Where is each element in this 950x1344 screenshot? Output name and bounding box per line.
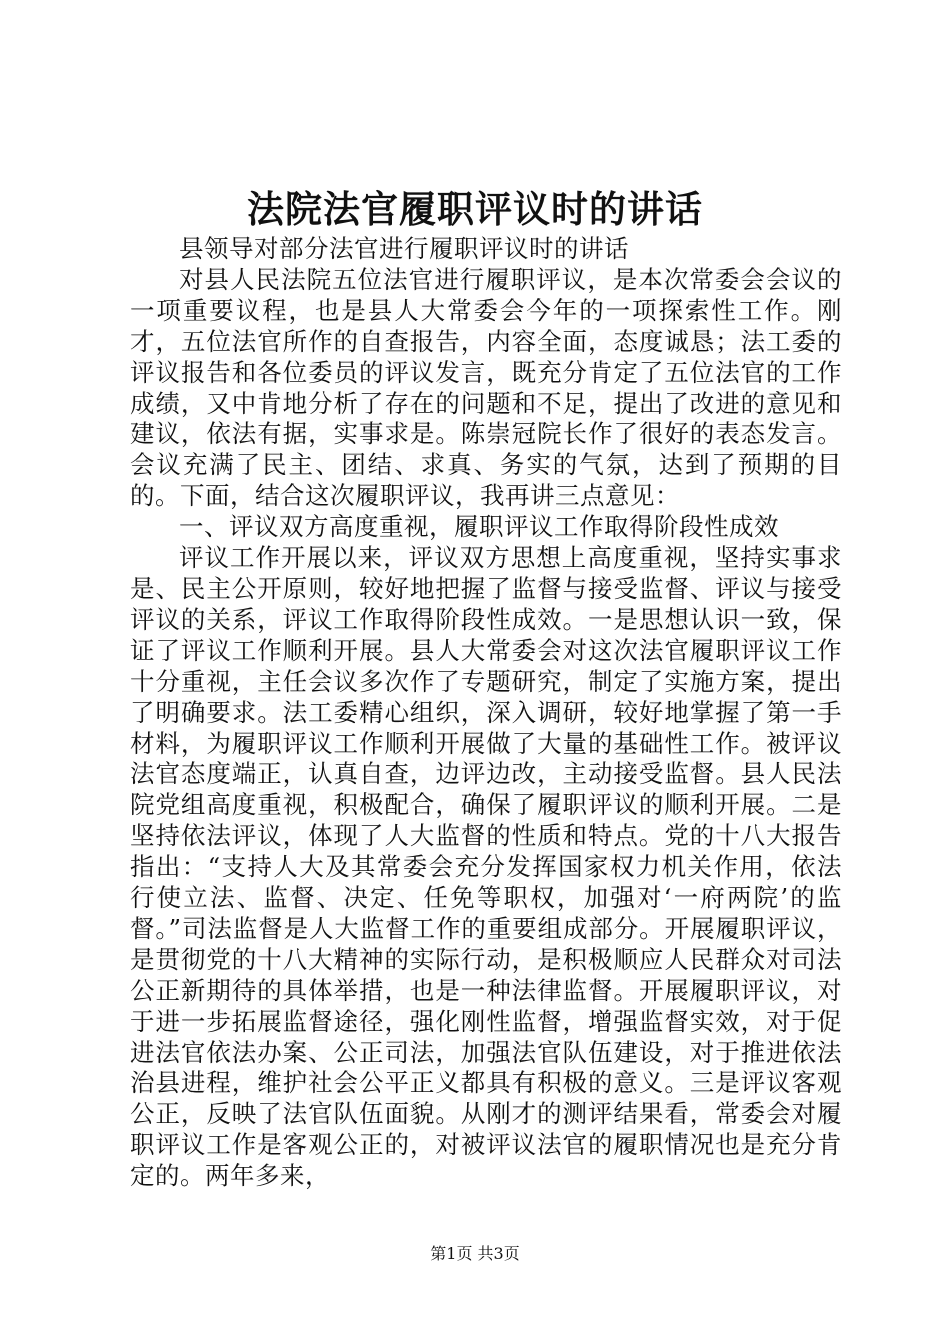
paragraph-intro: 对县人民法院五位法官进行履职评议，是本次常委会会议的一项重要议程，也是县人大常委会今年的一项探索性工作。刚才，五位法官所作的自查报告，内容全面，态度诚恳；法工委的评议报告和各位委员的评议发言，既充分肯定了五位法官的工作成绩，又中肯地分析了存在的问题和不足，提出了改进的意见和建议，依法有据，实事求是。陈崇冠院长作了很好的表态发言。会议充满了民主、团结、求真、务实的气氛，达到了预期的目的。下面，结合这次履职评议，我再讲三点意见：	[130, 264, 842, 511]
paragraph-section-heading: 一、评议双方高度重视，履职评议工作取得阶段性成效	[179, 512, 779, 542]
document-body	[130, 234, 842, 1192]
paragraph-section-body: 评议工作开展以来，评议双方思想上高度重视，坚持实事求是、民主公开原则，较好地把握了监督与接受监督、评议与接受评议的关系，评议工作取得阶段性成效。一是思想认识一致，保证了评议工作顺利开展。县人大常委会对这次法官履职评议工作十分重视，主任会议多次作了专题研究，制定了实施方案，提出了明确要求。法工委精心组织，深入调研，较好地掌握了第一手材料，为履职评议工作顺利开展做了大量的基础性工作。被评议法官态度端正，认真自查，边评边改，主动接受监督。县人民法院党组高度重视，积极配合，确保了履职评议的顺利开展。二是坚持依法评议，体现了人大监督的性质和特点。党的十八大报告指出：“支持人大及其常委会充分发挥国家权力机关作用，依法行使立法、监督、决定、任免等职权，加强对‘一府两院’的监督。”司法监督是人大监督工作的重要组成部分。开展履职评议，是贯彻党的十八大精神的实际行动，是积极顺应人民群众对司法公正新期待的具体举措，也是一种法律监督。开展履职评议，对于进一步拓展监督途径，强化刚性监督，增强监督实效，对于促进法官依法办案、公正司法，加强法官队伍建设，对于推进依法治县进程，维护社会公平正义都具有积极的意义。三是评议客观公正，反映了法官队伍面貌。从刚才的测评结果看，常委会对履职评议工作是客观公正的，对被评议法官的履职情况也是充分肯定的。两年多来，	[130, 543, 842, 1191]
page-footer: 第1页 共3页	[430, 1244, 520, 1263]
document-title: 法院法官履职评议时的讲话	[247, 187, 703, 231]
paragraph-subtitle: 县领导对部分法官进行履职评议时的讲话	[179, 234, 629, 263]
